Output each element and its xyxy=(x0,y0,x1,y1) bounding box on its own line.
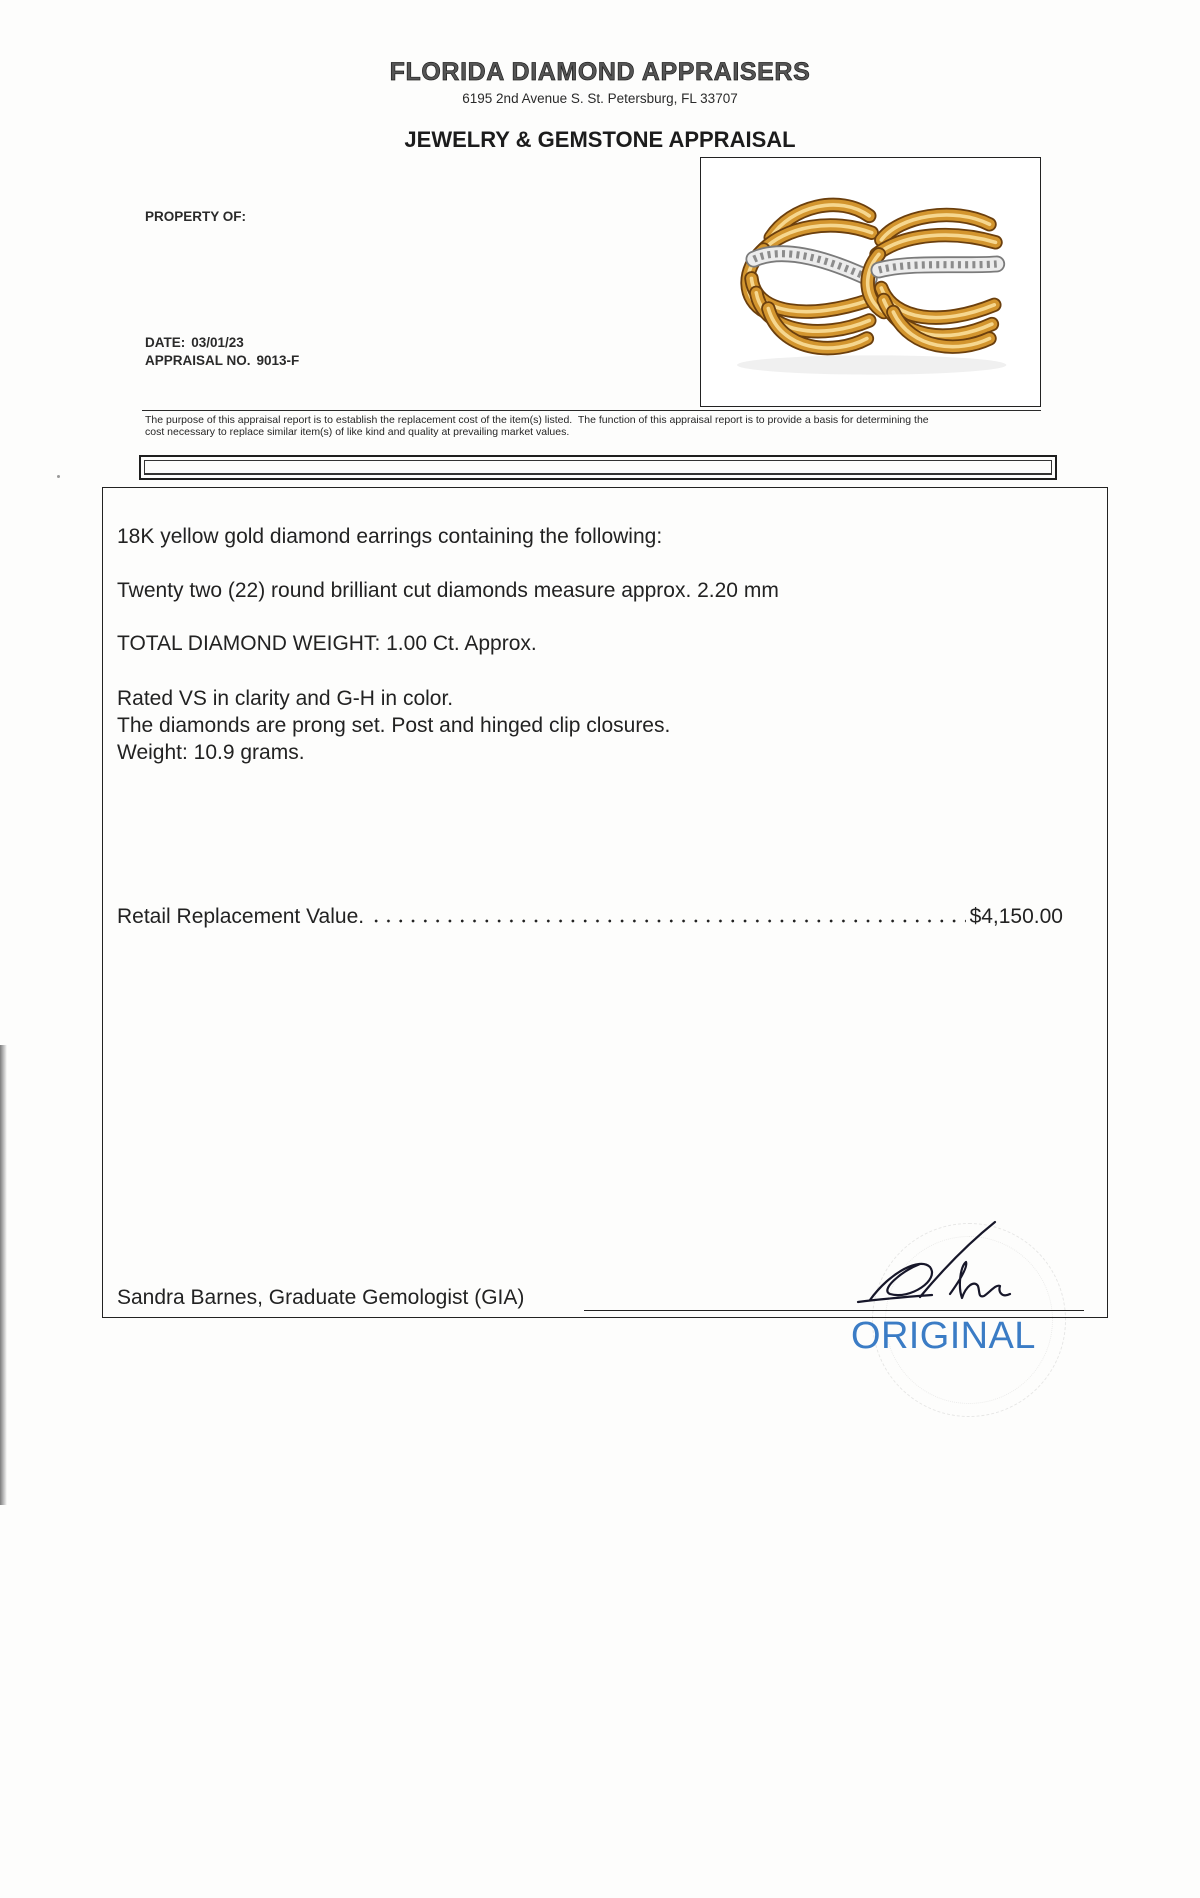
item-description: 18K yellow gold diamond earrings containing the following: xyxy=(117,525,663,548)
original-stamp: ORIGINAL xyxy=(851,1315,1036,1357)
section-divider-bar xyxy=(139,455,1057,480)
stone-description: Twenty two (22) round brilliant cut diamonds measure approx. 2.20 mm xyxy=(117,579,779,602)
item-details xyxy=(117,685,670,766)
total-diamond-weight: TOTAL DIAMOND WEIGHT: 1.00 Ct. Approx. xyxy=(117,632,537,655)
replacement-value-row xyxy=(117,904,1063,929)
date-value: 03/01/23 xyxy=(191,335,244,350)
date-label: DATE: xyxy=(145,335,186,350)
earrings-photo xyxy=(701,158,1040,406)
dot-leader xyxy=(368,919,965,923)
detail-line: Weight: 10.9 grams. xyxy=(117,741,305,764)
disclaimer-line-1: The purpose of this appraisal report is to establish the replacement cost of the item(s) listed. The function of this appraisal report is to provide a basis for determining the xyxy=(145,414,929,426)
company-address: 6195 2nd Avenue S. St. Petersburg, FL 33707 xyxy=(462,91,738,106)
appraisal-number-label: APPRAISAL NO. xyxy=(145,353,251,368)
photo-shadow xyxy=(737,355,1006,374)
handwritten-signature xyxy=(850,1212,1025,1312)
appraisal-number-value: 9013-F xyxy=(256,353,300,368)
gold-band xyxy=(877,235,996,254)
date-field xyxy=(145,335,244,351)
scan-edge-shadow xyxy=(0,1045,7,1505)
appraisal-number-field xyxy=(145,353,299,369)
left-earring xyxy=(748,205,872,348)
property-of-label: PROPERTY OF: xyxy=(145,209,247,224)
description-box xyxy=(102,487,1108,1318)
diamond-band xyxy=(879,264,997,270)
document-title: JEWELRY & GEMSTONE APPRAISAL xyxy=(404,127,796,152)
header-divider xyxy=(142,410,1041,411)
company-name: FLORIDA DIAMOND APPRAISERS xyxy=(389,58,811,86)
replacement-value-amount: $4,150.00 xyxy=(969,905,1063,928)
scan-speck xyxy=(57,475,60,478)
disclaimer-line-2: cost necessary to replace similar item(s) of like kind and quality at prevailing market values. xyxy=(145,426,570,438)
replacement-value-label: Retail Replacement Value. xyxy=(117,905,365,928)
right-earring xyxy=(868,215,997,347)
diamond-band xyxy=(754,254,869,279)
appraiser-name: Sandra Barnes, Graduate Gemologist (GIA) xyxy=(117,1286,525,1309)
detail-line: Rated VS in clarity and G-H in color. xyxy=(117,687,454,710)
detail-line: The diamonds are prong set. Post and hinged clip closures. xyxy=(117,714,671,737)
item-photo xyxy=(700,157,1041,407)
